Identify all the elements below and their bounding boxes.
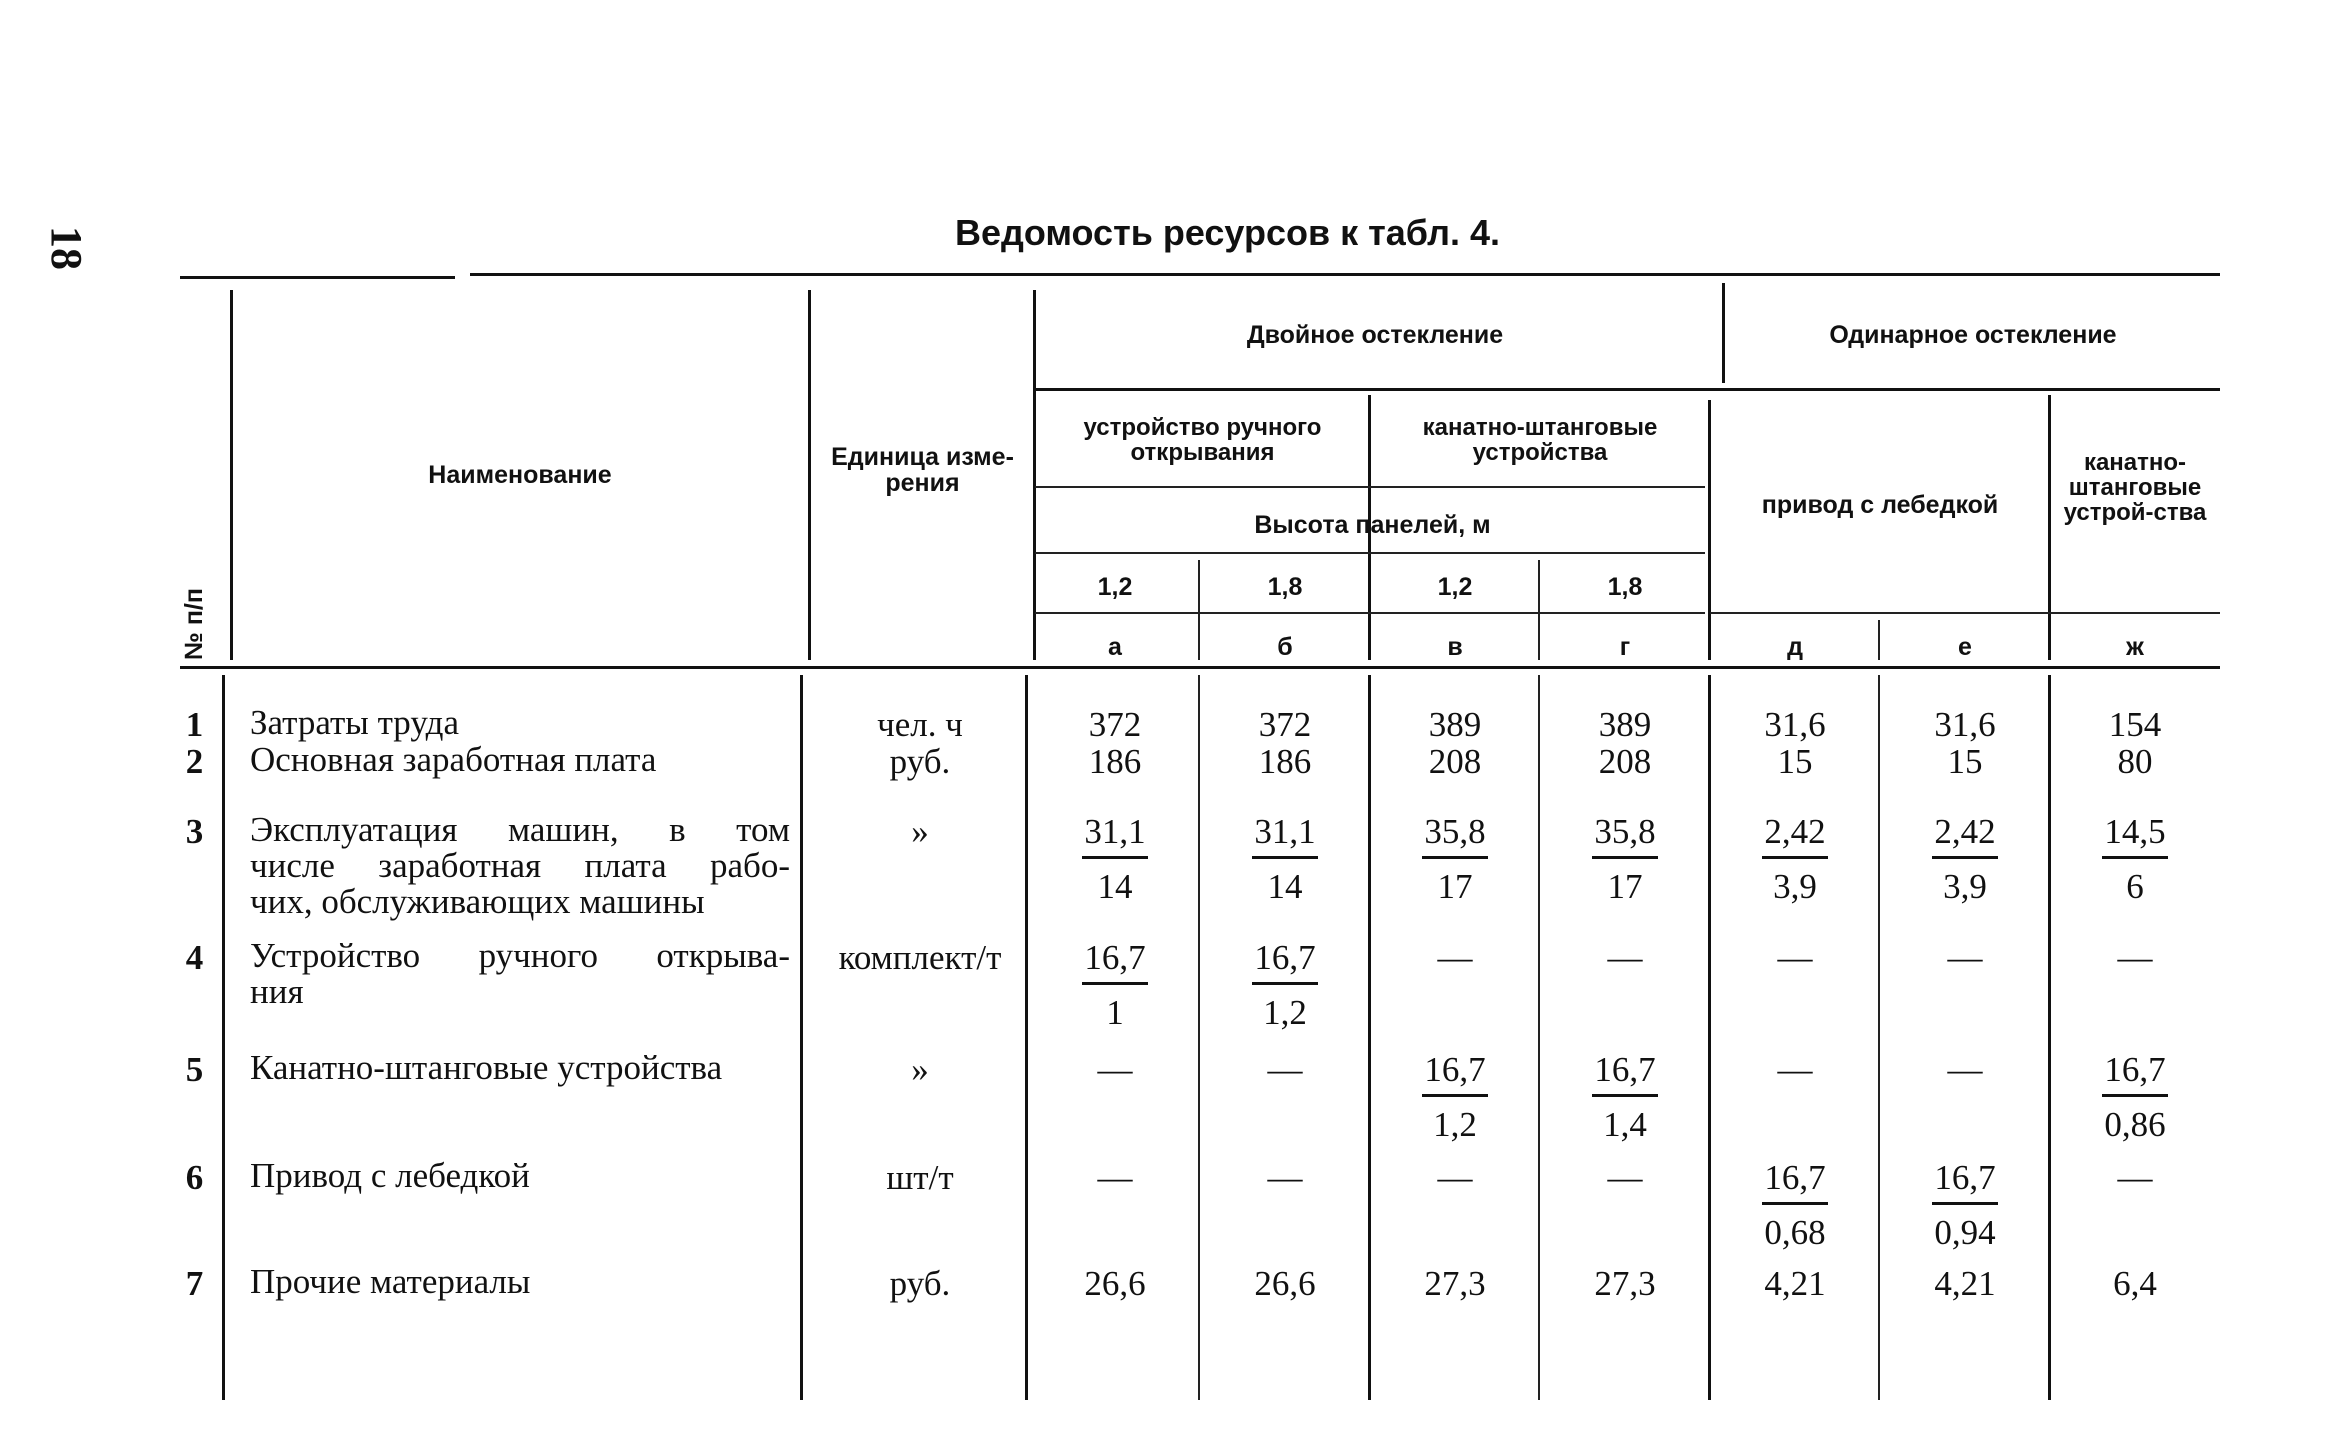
cell-a: — [1097, 1050, 1133, 1089]
top-rule-right [470, 273, 2220, 276]
fraction-numerator: 2,42 [1762, 812, 1827, 859]
row-name-line: Устройство ручного открыва- [250, 936, 790, 975]
heights-rule [1035, 612, 1705, 614]
row-name [250, 812, 790, 920]
cell-fraction-e [1880, 1158, 2050, 1253]
cell-g: 208 [1598, 742, 1652, 781]
row-number: 3 [185, 812, 204, 851]
cell-d: 31,6 [1764, 705, 1826, 744]
row-unit: руб. [889, 742, 951, 781]
col-letter-zh: ж [2126, 633, 2144, 661]
fraction-denominator: 3,9 [1773, 867, 1817, 906]
col-letter-e: е [1958, 633, 1972, 661]
cell-v: — [1437, 1158, 1473, 1197]
cell-fraction-g [1540, 812, 1710, 907]
cell-zh: 80 [2117, 742, 2153, 781]
row-number: 2 [185, 742, 204, 781]
fraction-denominator: 0,68 [1764, 1213, 1826, 1252]
height-a: 1,2 [1097, 573, 1133, 601]
fraction-numerator: 16,7 [2102, 1050, 2167, 1097]
panel-height-rule [1035, 552, 1705, 554]
row-number: 4 [185, 938, 204, 977]
cell-b: — [1267, 1050, 1303, 1089]
cell-d: — [1777, 938, 1813, 977]
fraction-numerator: 35,8 [1592, 812, 1657, 859]
col-letter-g: г [1619, 633, 1631, 661]
rope-rod-short-header: канатно-штанговые устрой-ства [2063, 449, 2207, 527]
fraction-denominator: 17 [1437, 867, 1473, 906]
row-name: Привод с лебедкой [250, 1156, 530, 1195]
single-glazing-header: Одинарное остекление [1829, 321, 2117, 349]
fraction-denominator: 6 [2126, 867, 2144, 906]
fraction-denominator: 17 [1607, 867, 1643, 906]
top-rule-left [180, 276, 455, 279]
fraction-denominator: 1,2 [1263, 993, 1307, 1032]
manual-opening-header: устройство ручного открывания [1083, 414, 1322, 467]
cell-g: 27,3 [1594, 1264, 1656, 1303]
fraction-denominator: 14 [1097, 867, 1133, 906]
name-header: Наименование [428, 461, 612, 489]
cell-v: 389 [1428, 705, 1482, 744]
cell-zh: 154 [2108, 705, 2162, 744]
col-letter-v: в [1447, 633, 1463, 661]
row-name: Прочие материалы [250, 1262, 531, 1301]
cell-g: — [1607, 938, 1643, 977]
table-title: Ведомость ресурсов к табл. 4. [955, 212, 1500, 253]
cell-fraction-g [1540, 1050, 1710, 1145]
fraction-denominator: 1 [1106, 993, 1124, 1032]
fraction-numerator: 31,1 [1252, 812, 1317, 859]
row-unit: » [911, 1050, 929, 1089]
row-name [250, 938, 790, 1010]
cell-v: — [1437, 938, 1473, 977]
cell-fraction-b [1200, 812, 1370, 907]
page-number: 18 [42, 226, 91, 270]
row-number-header: № п/п [180, 588, 208, 660]
device-group-rule [1035, 486, 1705, 488]
cell-fraction-zh [2050, 1050, 2220, 1145]
row-unit: шт/т [886, 1158, 954, 1197]
cell-b: — [1267, 1158, 1303, 1197]
fraction-denominator: 14 [1267, 867, 1303, 906]
height-v: 1,2 [1437, 573, 1473, 601]
col-divider-no-body [222, 675, 225, 1400]
cell-g: 389 [1598, 705, 1652, 744]
cell-fraction-d [1710, 1158, 1880, 1253]
fraction-numerator: 16,7 [1082, 938, 1147, 985]
fraction-numerator: 16,7 [1932, 1158, 1997, 1205]
cell-fraction-b [1200, 938, 1370, 1033]
cell-d: 15 [1777, 742, 1813, 781]
fraction-denominator: 0,94 [1934, 1213, 1996, 1252]
cell-a: 372 [1088, 705, 1142, 744]
cell-fraction-e [1880, 812, 2050, 907]
row-name-line: Эксплуатация машин, в том [250, 810, 790, 849]
cell-d: 4,21 [1764, 1264, 1826, 1303]
row-name-line: числе заработная плата рабо- [250, 846, 790, 885]
col-divider-double-single [1722, 283, 1725, 383]
cell-zh: 6,4 [2113, 1264, 2157, 1303]
col-letter-b: б [1277, 633, 1293, 661]
cell-e: 31,6 [1934, 705, 1996, 744]
winch-drive-header: привод с лебедкой [1761, 491, 1999, 519]
cell-e: 4,21 [1934, 1264, 1996, 1303]
fraction-numerator: 35,8 [1422, 812, 1487, 859]
cell-fraction-a [1030, 938, 1200, 1033]
row-unit: комплект/т [838, 938, 1002, 977]
row-name-line: ния [250, 972, 304, 1011]
fraction-denominator: 3,9 [1943, 867, 1987, 906]
col-divider-unit [1033, 290, 1036, 660]
panel-height-header: Высота панелей, м [1254, 511, 1491, 539]
cell-zh: — [2117, 1158, 2153, 1197]
rope-rod-header: канатно-штанговые устройства [1422, 414, 1658, 467]
cell-b: 186 [1258, 742, 1312, 781]
fraction-numerator: 16,7 [1422, 1050, 1487, 1097]
row-name: Основная заработная плата [250, 740, 657, 779]
col-letter-a: а [1108, 633, 1122, 661]
header-bottom-rule [180, 666, 2220, 669]
cell-a: 186 [1088, 742, 1142, 781]
glazing-group-rule [1035, 388, 2220, 391]
fraction-numerator: 31,1 [1082, 812, 1147, 859]
cell-v: 208 [1428, 742, 1482, 781]
cell-e: — [1947, 1050, 1983, 1089]
col-divider-name-body [800, 675, 803, 1400]
cell-d: — [1777, 1050, 1813, 1089]
col-divider-name [808, 290, 811, 660]
row-unit: чел. ч [877, 705, 963, 744]
cell-b: 26,6 [1254, 1264, 1316, 1303]
row-unit: » [911, 812, 929, 851]
height-b: 1,8 [1267, 573, 1303, 601]
fraction-numerator: 14,5 [2102, 812, 2167, 859]
col-divider-ezh [2048, 395, 2051, 660]
cell-a: — [1097, 1158, 1133, 1197]
fraction-denominator: 1,4 [1603, 1105, 1647, 1144]
cell-a: 26,6 [1084, 1264, 1146, 1303]
height-g: 1,8 [1607, 573, 1643, 601]
cell-fraction-d [1710, 812, 1880, 907]
cell-fraction-v [1370, 1050, 1540, 1145]
row-name: Канатно-штанговые устройства [250, 1048, 723, 1087]
row-name: Затраты труда [250, 703, 459, 742]
row-number: 5 [185, 1050, 204, 1089]
cell-e: 15 [1947, 742, 1983, 781]
cell-g: — [1607, 1158, 1643, 1197]
cell-v: 27,3 [1424, 1264, 1486, 1303]
cell-fraction-zh [2050, 812, 2220, 907]
fraction-numerator: 16,7 [1762, 1158, 1827, 1205]
row-number: 6 [185, 1158, 204, 1197]
fraction-denominator: 1,2 [1433, 1105, 1477, 1144]
fraction-numerator: 16,7 [1592, 1050, 1657, 1097]
double-glazing-header: Двойное остекление [1246, 321, 1504, 349]
cell-e: — [1947, 938, 1983, 977]
row-number: 7 [185, 1264, 204, 1303]
row-unit: руб. [889, 1264, 951, 1303]
col-divider-no [230, 290, 233, 660]
cell-fraction-a [1030, 812, 1200, 907]
row-name-line: чих, обслуживающих машины [250, 882, 705, 921]
unit-header: Единица изме-рения [831, 443, 1014, 498]
col-letter-d: д [1787, 633, 1803, 661]
col-divider-gd [1708, 400, 1711, 660]
cell-zh: — [2117, 938, 2153, 977]
cell-b: 372 [1258, 705, 1312, 744]
cell-fraction-v [1370, 812, 1540, 907]
fraction-denominator: 0,86 [2104, 1105, 2166, 1144]
fraction-numerator: 16,7 [1252, 938, 1317, 985]
row-number: 1 [185, 705, 204, 744]
single-subheader-rule [1710, 612, 2220, 614]
fraction-numerator: 2,42 [1932, 812, 1997, 859]
